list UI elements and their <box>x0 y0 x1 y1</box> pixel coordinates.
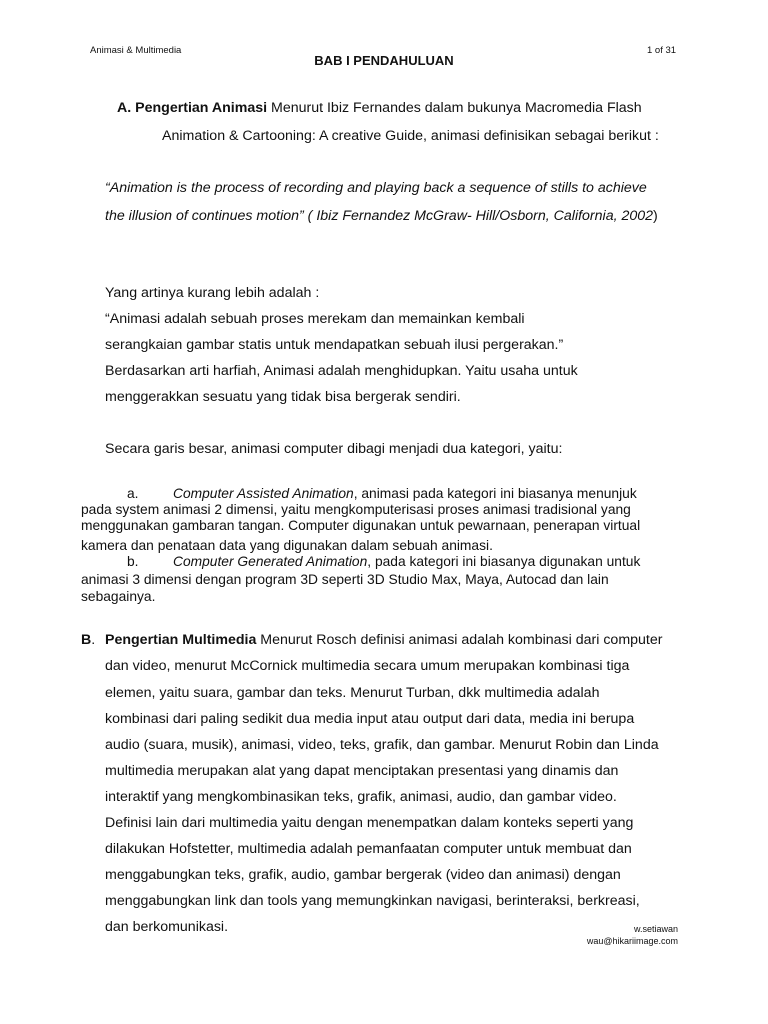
categories-intro: Secara garis besar, animasi computer dibagi menjadi dua kategori, yaitu: <box>105 441 563 457</box>
para-line-5: menggerakkan sesuatu yang tidak bisa bergerak sendiri. <box>105 389 461 405</box>
item-b-line-2: animasi 3 dimensi dengan program 3D seperti 3D Studio Max, Maya, Autocad dan lain <box>81 572 609 587</box>
section-b-line-6: multimedia merupakan alat yang dapat menciptakan presentasi yang dinamis dan <box>105 763 619 779</box>
footer-author: w.setiawan <box>633 924 678 934</box>
section-b-letter: B <box>81 632 92 648</box>
section-b-line-1 <box>105 632 662 648</box>
section-b-line-3: elemen, yaitu suara, gambar dan teks. Menurut Turban, dkk multimedia adalah <box>105 685 600 701</box>
item-a-term: Computer Assisted Animation <box>173 486 354 501</box>
quote-close-paren: ) <box>653 208 658 224</box>
item-b-first-line <box>173 554 640 569</box>
footer-email: wau@hikariimage.com <box>586 936 678 946</box>
running-header-left: Animasi & Multimedia <box>90 45 182 56</box>
item-a-line-3: menggunakan gambaran tangan. Computer digunakan untuk pewarnaan, penerapan virtual <box>81 518 641 533</box>
section-b-line-10: menggabungkan teks, grafik, audio, gambar bergerak (video dan animasi) dengan <box>105 867 621 883</box>
item-a-line-4: kamera dan penataan data yang digunakan dalam sebuah animasi. <box>81 538 493 553</box>
item-a-line-2: pada system animasi 2 dimensi, yaitu mengkomputerisasi proses animasi tradisional yang <box>81 502 631 517</box>
section-b-heading: Pengertian Multimedia <box>105 632 257 648</box>
item-a-first: , animasi pada kategori ini biasanya menunjuk <box>353 486 637 501</box>
section-b-first: Menurut Rosch definisi animasi adalah kombinasi dari computer <box>256 632 663 648</box>
section-b-marker <box>81 632 95 648</box>
section-b-line-2: dan video, menurut McCornick multimedia secara umum merupakan kombinasi tiga <box>105 658 630 674</box>
quote-line-2 <box>105 208 658 224</box>
item-b-line-3: sebagainya. <box>81 589 156 604</box>
item-a-first-line <box>173 486 637 501</box>
item-a-marker: a. <box>127 486 139 501</box>
para-line-3: serangkaian gambar statis untuk mendapatkan sebuah ilusi pergerakan.” <box>105 337 564 353</box>
section-a-line-1 <box>117 100 642 116</box>
section-b-line-12: dan berkomunikasi. <box>105 919 229 935</box>
section-b-line-8: Definisi lain dari multimedia yaitu dengan menempatkan dalam konteks seperti yang <box>105 815 634 831</box>
section-a-line-2: Animation & Cartooning: A creative Guide, animasi definisikan sebagai berikut : <box>162 128 659 144</box>
section-b-line-11: menggabungkan link dan tools yang memungkinkan navigasi, berinteraksi, berkreasi, <box>105 893 640 909</box>
para-line-1: Yang artinya kurang lebih adalah : <box>105 285 320 301</box>
item-b-term: Computer Generated Animation <box>173 554 368 569</box>
chapter-title: BAB I PENDAHULUAN <box>314 53 454 68</box>
section-b-line-5: audio (suara, musik), animasi, video, teks, grafik, dan gambar. Menurut Robin dan Linda <box>105 737 659 753</box>
section-a-heading: A. Pengertian Animasi <box>117 100 268 116</box>
section-b-line-7: interaktif yang mengkombinasikan teks, grafik, animasi, audio, dan gambar video. <box>105 789 617 805</box>
section-b-line-4: kombinasi dari paling sedikit dua media input atau output dari data, media ini berupa <box>105 711 635 727</box>
para-line-4: Berdasarkan arti harfiah, Animasi adalah menghidupkan. Yaitu usaha untuk <box>105 363 578 379</box>
item-b-marker: b. <box>127 554 139 569</box>
section-a-intro: Menurut Ibiz Fernandes dalam bukunya Macromedia Flash <box>267 100 642 116</box>
section-b-dot: . <box>91 632 96 648</box>
section-b-line-9: dilakukan Hofstetter, multimedia adalah pemanfaatan computer untuk membuat dan <box>105 841 632 857</box>
page-number: 1 of 31 <box>647 45 677 56</box>
item-b-first: , pada kategori ini biasanya digunakan untuk <box>367 554 641 569</box>
quote-line-1: “Animation is the process of recording and playing back a sequence of stills to achieve <box>105 180 647 196</box>
para-line-2: “Animasi adalah sebuah proses merekam dan memainkan kembali <box>105 311 525 327</box>
quote-line-2-text: the illusion of continues motion” ( Ibiz Fernandez McGraw- Hill/Osborn, California, 2002 <box>105 208 654 224</box>
